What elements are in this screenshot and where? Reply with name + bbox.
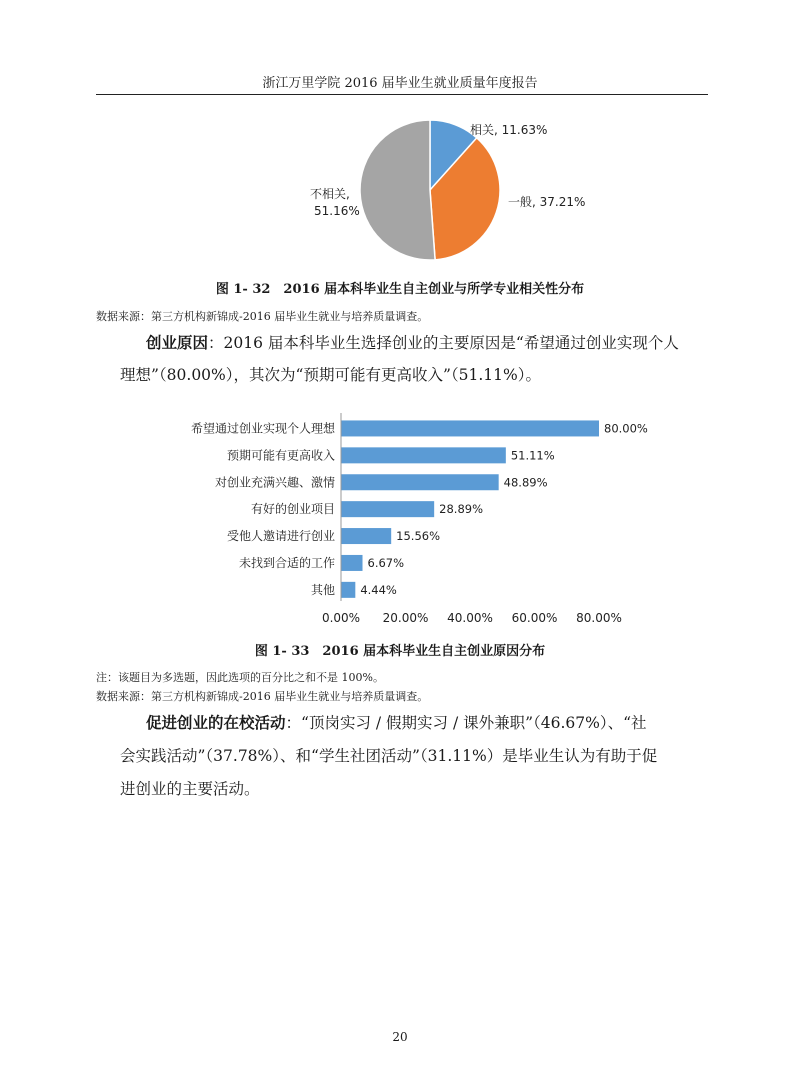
figure-caption-1-33: 图 1- 33 2016 届本科毕业生自主创业原因分布 — [254, 644, 546, 659]
header-rule — [96, 94, 708, 95]
bar — [341, 447, 506, 463]
pie-chart — [300, 112, 600, 272]
bar-category-label: 其他 — [310, 582, 335, 597]
reasons-line1-text: ：2016 届本科毕业生选择创业的主要原因是“希望通过创业实现个人 — [208, 334, 679, 352]
figure-caption-1-32: 图 1- 32 2016 届本科毕业生自主创业与所学专业相关性分布 — [215, 282, 585, 297]
figure-source-1-33: 数据来源：第三方机构新锦成-2016 届毕业生就业与培养质量调查。 — [96, 690, 429, 703]
bar-value-label: 80.00% — [604, 421, 648, 436]
bar-value-label: 15.56% — [396, 529, 441, 544]
bar-category-label: 希望通过创业实现个人理想 — [190, 421, 335, 436]
figure-source-1-32: 数据来源：第三方机构新锦成-2016 届毕业生就业与培养质量调查。 — [96, 310, 429, 323]
bar-value-label: 28.89% — [439, 502, 484, 517]
reasons-lead: 创业原因 — [146, 333, 209, 352]
reasons-paragraph-line2: 理想”（80.00%），其次为“预期可能有更高收入”（51.11%）。 — [120, 366, 541, 384]
figure-note-1-33: 注：该题目为多选题，因此选项的百分比之和不是 100%。 — [96, 671, 384, 684]
activities-paragraph-line3: 进创业的主要活动。 — [120, 780, 260, 798]
x-tick-label: 40.00% — [447, 611, 493, 625]
pie-label-general: 一般, 37.21% — [508, 195, 586, 209]
bar-value-label: 4.44% — [360, 582, 397, 597]
bar-value-label: 6.67% — [367, 555, 405, 570]
page-number: 20 — [392, 1030, 408, 1044]
activities-paragraph-line1 — [146, 706, 716, 740]
bar-chart — [96, 405, 706, 630]
bar — [341, 555, 363, 571]
page-header-title: 浙江万里学院 2016 届毕业生就业质量年度报告 — [262, 76, 538, 91]
bar-category-label: 对创业充满兴趣、激情 — [214, 475, 335, 490]
pie-label-related: 相关, 11.63% — [470, 123, 548, 137]
bar-category-label: 受他人邀请进行创业 — [226, 529, 335, 544]
bar-category-label: 预期可能有更高收入 — [226, 448, 335, 463]
bar-category-label: 未找到合适的工作 — [238, 555, 335, 570]
pie-slice-3 — [360, 120, 435, 260]
bar — [341, 474, 499, 490]
activities-line1-text: ：“顶岗实习 / 假期实习 / 课外兼职”（46.67%）、“社 — [285, 714, 647, 732]
bar — [341, 420, 599, 436]
bar — [341, 501, 434, 517]
activities-lead: 促进创业的在校活动 — [146, 713, 286, 732]
bar-value-label: 51.11% — [510, 448, 555, 463]
reasons-paragraph-line1 — [146, 326, 716, 360]
x-tick-label: 80.00% — [576, 611, 622, 625]
x-tick-label: 60.00% — [511, 611, 558, 625]
pie-label-unrelated-line2: 51.16% — [314, 204, 360, 218]
bar-category-label: 有好的创业项目 — [250, 502, 335, 517]
pie-label-unrelated-line1: 不相关, — [310, 187, 350, 201]
x-tick-label: 0.00% — [321, 611, 361, 625]
bar-value-label: 48.89% — [503, 475, 548, 490]
bar — [341, 582, 355, 598]
bar — [341, 528, 391, 544]
activities-paragraph-line2: 会实践活动”（37.78%）、和“学生社团活动”（31.11%）是毕业生认为有助于促 — [120, 747, 658, 765]
x-tick-label: 20.00% — [382, 611, 429, 625]
